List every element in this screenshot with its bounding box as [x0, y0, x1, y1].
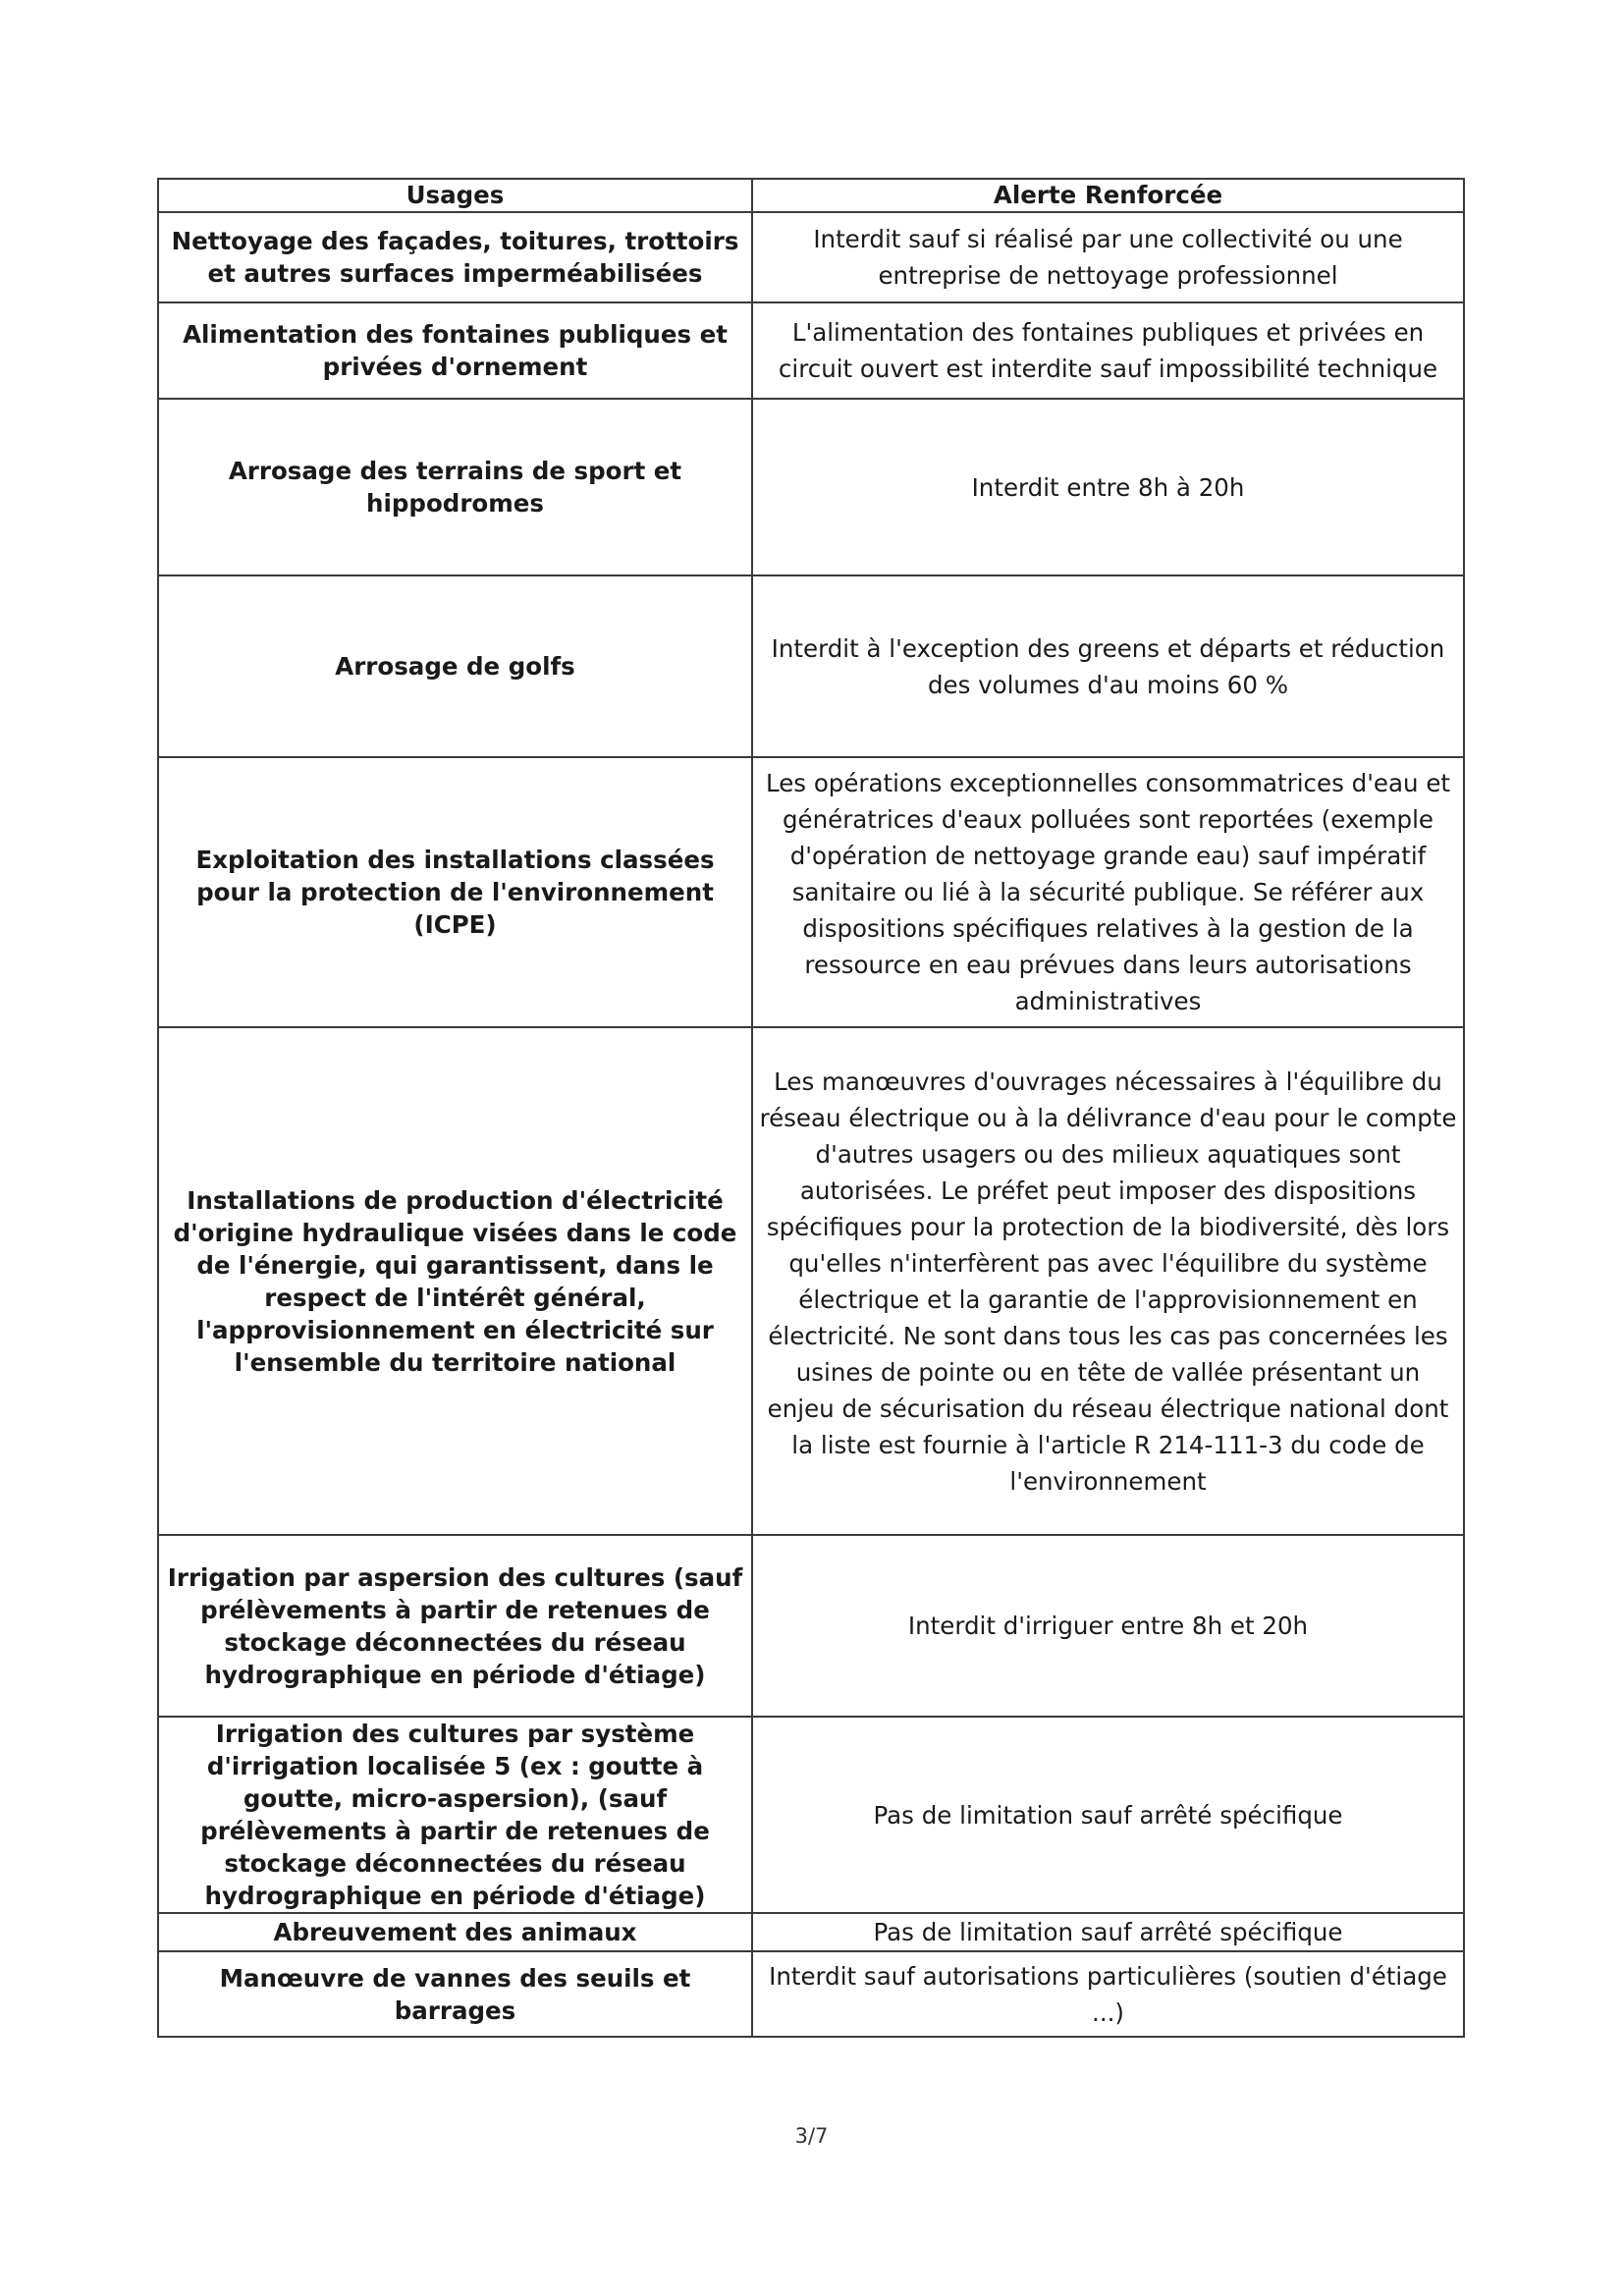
table-row: [158, 1027, 1464, 1535]
usage-cell: Arrosage des terrains de sport et hippodromes: [158, 399, 752, 575]
restrictions-table: [157, 178, 1465, 2038]
table-row: [158, 212, 1464, 302]
table-row: [158, 575, 1464, 757]
usage-cell: Manœuvre de vannes des seuils et barrages: [158, 1951, 752, 2037]
header-alerte-renforcee: Alerte Renforcée: [752, 179, 1464, 212]
rule-cell: L'alimentation des fontaines publiques et privées en circuit ouvert est interdite sauf impossibilité technique: [752, 302, 1464, 399]
table-row: [158, 399, 1464, 575]
rule-cell: Interdit sauf autorisations particulières (soutien d'étiage ...): [752, 1951, 1464, 2037]
header-usages: Usages: [158, 179, 752, 212]
usage-cell: Installations de production d'électricité d'origine hydraulique visées dans le code de l'énergie, qui garantissent, dans le respect de l'intérêt général, l'approvisionnement en électricité sur l'ensemble du territoire national: [158, 1027, 752, 1535]
rule-cell: Les manœuvres d'ouvrages nécessaires à l'équilibre du réseau électrique ou à la délivrance d'eau pour le compte d'autres usagers ou des milieux aquatiques sont autorisées. Le préfet peut imposer des dispositions spécifiques pour la protection de la biodiversité, dès lors qu'elles n'interfèrent pas avec l'équilibre du système électrique et la garantie de l'approvisionnement en électricité. Ne sont dans tous les cas pas concernées les usines de pointe ou en tête de vallée présentant un enjeu de sécurisation du réseau électrique national dont la liste est fournie à l'article R 214-111-3 du code de l'environnement: [752, 1027, 1464, 1535]
rule-cell: Les opérations exceptionnelles consommatrices d'eau et génératrices d'eaux polluées sont reportées (exemple d'opération de nettoyage grande eau) sauf impératif sanitaire ou lié à la sécurité publique. Se référer aux dispositions spécifiques relatives à la gestion de la ressource en eau prévues dans leurs autorisations administratives: [752, 757, 1464, 1027]
table-row: [158, 302, 1464, 399]
table-row: [158, 1535, 1464, 1717]
usage-cell: Irrigation par aspersion des cultures (sauf prélèvements à partir de retenues de stockage déconnectées du réseau hydrographique en période d'étiage): [158, 1535, 752, 1717]
usage-cell: Irrigation des cultures par système d'irrigation localisée 5 (ex : goutte à goutte, micro-aspersion), (sauf prélèvements à partir de retenues de stockage déconnectées du réseau hydrographique en période d'étiage): [158, 1717, 752, 1913]
rule-cell: Pas de limitation sauf arrêté spécifique: [752, 1913, 1464, 1951]
table-header-row: [158, 179, 1464, 212]
rule-cell: Interdit d'irriguer entre 8h et 20h: [752, 1535, 1464, 1717]
usage-cell: Arrosage de golfs: [158, 575, 752, 757]
rule-cell: Interdit à l'exception des greens et départs et réduction des volumes d'au moins 60 %: [752, 575, 1464, 757]
table-row: [158, 757, 1464, 1027]
usage-cell: Nettoyage des façades, toitures, trottoirs et autres surfaces imperméabilisées: [158, 212, 752, 302]
usage-cell: Abreuvement des animaux: [158, 1913, 752, 1951]
rule-cell: Interdit entre 8h à 20h: [752, 399, 1464, 575]
usage-cell: Exploitation des installations classées pour la protection de l'environnement (ICPE): [158, 757, 752, 1027]
table-row: [158, 1913, 1464, 1951]
table-row: [158, 1951, 1464, 2037]
page-number: 3/7: [794, 2124, 829, 2148]
rule-cell: Pas de limitation sauf arrêté spécifique: [752, 1717, 1464, 1913]
rule-cell: Interdit sauf si réalisé par une collectivité ou une entreprise de nettoyage professionnel: [752, 212, 1464, 302]
table-row: [158, 1717, 1464, 1913]
usage-cell: Alimentation des fontaines publiques et privées d'ornement: [158, 302, 752, 399]
